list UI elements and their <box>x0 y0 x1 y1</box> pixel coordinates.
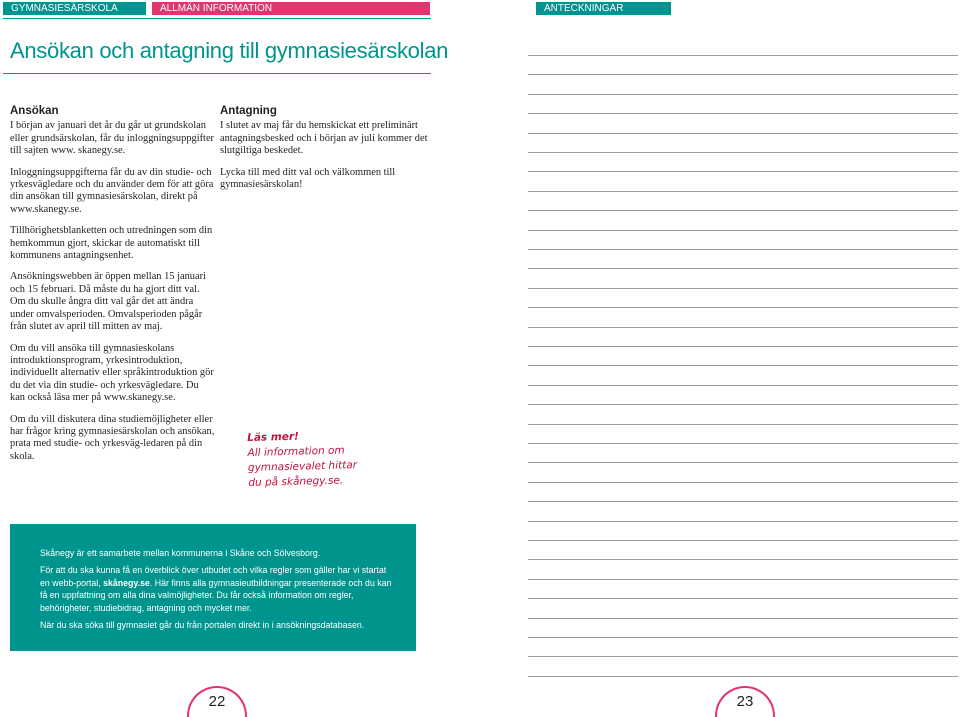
note-line <box>528 501 958 502</box>
note-line <box>528 618 958 619</box>
info-paragraph: När du ska söka till gymnasiet går du från portalen direkt in i ansökningsdatabasen. <box>40 620 365 631</box>
note-line <box>528 327 958 328</box>
ansokan-section <box>10 105 215 472</box>
ansokan-paragraph: Inloggningsuppgifterna får du av din studie- och yrkesvägledare och du använder dem för att göra din ansökan till gymnasiesärskolan, direkt på www.skanegy.se. <box>10 166 214 215</box>
read-more-line: gymnasievalet hittar <box>247 459 358 474</box>
note-line <box>528 676 958 677</box>
page-title: Ansökan och antagning till gymnasiesärskolan <box>10 38 449 63</box>
note-line <box>528 598 958 599</box>
tab-gymnasiesarskola[interactable]: GYMNASIESÄRSKOLA <box>3 2 146 15</box>
info-text: För att du ska kunna få en överblick över utbudet och vilka regler som gäller har vi startat en webb-portal, <box>40 565 387 588</box>
page-number-right: 23 <box>715 686 775 717</box>
note-line <box>528 482 958 483</box>
read-more-lead: Läs mer! <box>247 430 300 444</box>
title-divider <box>3 73 431 74</box>
ansokan-paragraph: Om du vill diskutera dina studiemöjligheter eller har frågor kring gymnasiesärskolan och ansökan, prata med studie- och yrkesväg-ledaren på din skola. <box>10 413 215 462</box>
ansokan-heading: Ansökan <box>10 105 59 117</box>
page-number-left: 22 <box>187 686 247 717</box>
note-line <box>528 424 958 425</box>
note-line <box>528 559 958 560</box>
ansokan-paragraph: I början av januari det år du går ut grundskolan eller grundsärskolan, får du inloggningsuppgifter till sajten www. skanegy.se. <box>10 120 215 157</box>
note-line <box>528 443 958 444</box>
note-line <box>528 249 958 250</box>
note-line <box>528 521 958 522</box>
read-more-note <box>247 428 358 491</box>
note-line <box>528 404 958 405</box>
note-line <box>528 346 958 347</box>
note-line <box>528 288 958 289</box>
info-paragraph: Skånegy är ett samarbete mellan kommunerna i Skåne och Sölvesborg. <box>40 548 321 558</box>
note-line <box>528 462 958 463</box>
info-text: . Här finns alla gymnasieutbildningar presenterade och du kan få en uppfattning om alla dina valmöjligheter. Du får också information om regler, behörigheter, studiebidrag, antagning och mycket mer. <box>40 577 392 613</box>
antagning-heading: Antagning <box>220 105 277 117</box>
note-line <box>528 94 958 95</box>
ansokan-paragraph: Om du vill ansöka till gymnasieskolans introduktionsprogram, yrkesintroduktion, individuellt alternativ eller språkintroduktion gör du det via din studie- och yrkesvägledare. Du kan också läsa mer på www.skanegy.se. <box>10 342 214 404</box>
antagning-section <box>220 105 435 200</box>
note-line <box>528 55 958 56</box>
note-line <box>528 385 958 386</box>
note-line <box>528 365 958 366</box>
note-line <box>528 171 958 172</box>
ansokan-paragraph: Ansökningswebben är öppen mellan 15 januari och 15 februari. Då måste du ha gjort ditt val. Om du skulle ångra ditt val går det att ändra under omvalsperioden. Omvalsperioden pågår från slutet av april till mitten av maj. <box>10 271 206 333</box>
tab-anteckningar[interactable]: ANTECKNINGAR <box>536 2 671 15</box>
info-box <box>10 524 416 651</box>
read-more-line: All information om <box>247 444 345 459</box>
portal-link[interactable]: skånegy.se <box>103 577 150 588</box>
note-line <box>528 307 958 308</box>
note-line <box>528 637 958 638</box>
note-line <box>528 152 958 153</box>
note-line <box>528 191 958 192</box>
ansokan-paragraph: Tillhörighetsblanketten och utredningen som din hemkommun gjort, skickar de automatiskt till kommunens antagningsenhet. <box>10 225 213 262</box>
antagning-paragraph: I slutet av maj får du hemskickat ett preliminärt antagningsbesked och i början av juli kommer det slutgiltiga beskedet. <box>220 120 428 157</box>
info-paragraph <box>40 564 394 614</box>
read-more-line: du på skånegy.se. <box>248 474 344 489</box>
tab-allman-information[interactable]: ALLMÄN INFORMATION <box>152 2 430 15</box>
note-line <box>528 210 958 211</box>
note-line <box>528 656 958 657</box>
antagning-paragraph: Lycka till med ditt val och välkommen till gymnasiesärskolan! <box>220 166 396 191</box>
note-line <box>528 133 958 134</box>
note-line <box>528 74 958 75</box>
note-line <box>528 268 958 269</box>
note-line <box>528 113 958 114</box>
note-line <box>528 579 958 580</box>
note-line <box>528 230 958 231</box>
header-divider <box>3 18 431 19</box>
note-line <box>528 540 958 541</box>
